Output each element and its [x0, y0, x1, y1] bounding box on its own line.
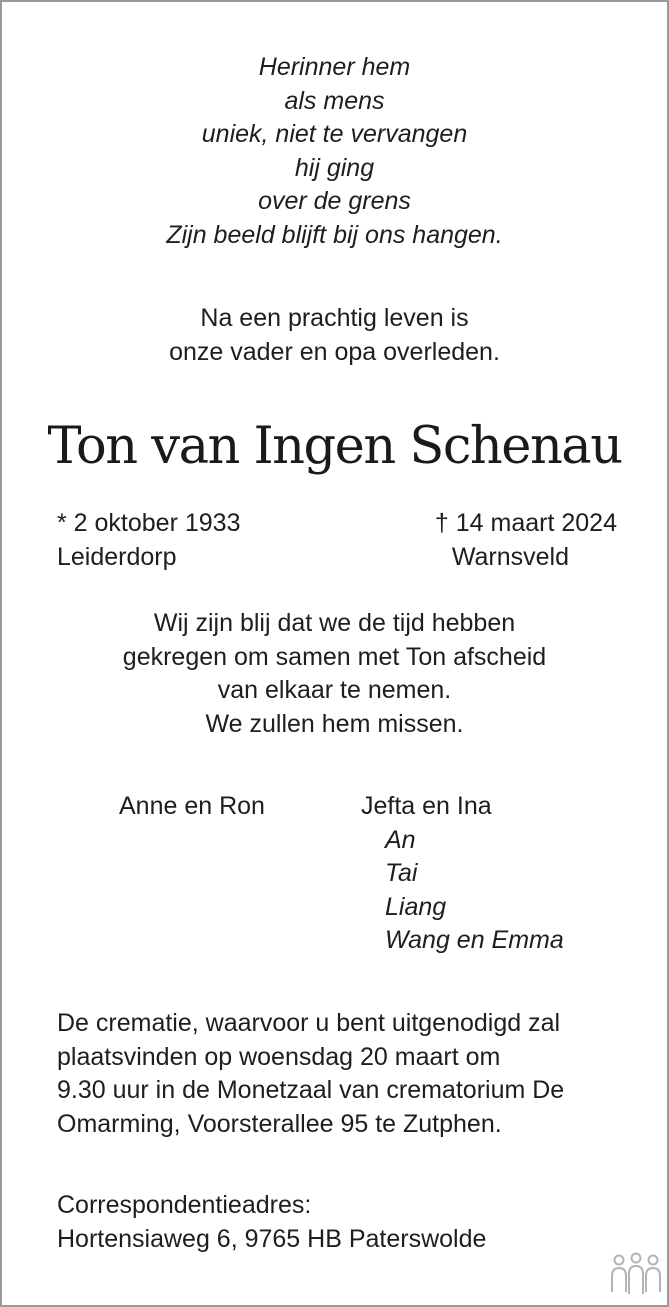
birth-place: Leiderdorp: [57, 542, 177, 571]
poem-line: Herinner hem: [258, 53, 411, 81]
announcement-line: Omarming, Voorsterallee 95 te Zutphen.: [57, 1109, 502, 1138]
grandchild: An: [385, 825, 416, 854]
death-info: [435, 507, 617, 574]
message-line: Wij zijn blij dat we de tijd hebben: [153, 609, 516, 637]
message-line: van elkaar te nemen.: [217, 676, 452, 704]
death-place: Warnsveld: [451, 542, 569, 571]
family-column-2: [361, 790, 564, 958]
address-label: Correspondentieadres:: [57, 1191, 312, 1219]
family-member: Jefta en Ina: [361, 792, 492, 820]
family-column-1: [119, 790, 265, 824]
death-date: † 14 maart 2024: [434, 509, 617, 537]
poem-line: Zijn beeld blijft bij ons hangen.: [166, 220, 503, 249]
poem-line: over de grens: [258, 187, 411, 215]
intro-text: [2, 302, 667, 369]
correspondence-address: [57, 1189, 617, 1256]
message-line: We zullen hem missen.: [205, 709, 464, 738]
poem-line: als mens: [284, 86, 385, 115]
people-group-icon: [610, 1252, 662, 1296]
poem-line: hij ging: [294, 153, 375, 182]
announcement-line: De crematie, waarvoor u bent uitgenodigd zal: [57, 1009, 561, 1037]
cremation-announcement: [57, 1007, 617, 1141]
grandchild: Wang en Emma: [385, 926, 564, 954]
announcement-line: 9.30 uur in de Monetzaal van crematorium De: [57, 1076, 565, 1104]
deceased-name: Ton van Ingen Schenau: [47, 417, 622, 476]
birth-date: * 2 oktober 1933: [57, 509, 241, 537]
family-message: [2, 607, 667, 741]
grandchild: Liang: [385, 892, 447, 921]
announcement-line: plaatsvinden op woensdag 20 maart om: [57, 1042, 501, 1071]
intro-line: onze vader en opa overleden.: [169, 337, 500, 366]
family-member: Anne en Ron: [119, 792, 265, 820]
address-value: Hortensiaweg 6, 9765 HB Paterswolde: [57, 1224, 487, 1253]
poem: [2, 51, 667, 252]
poem-line: uniek, niet te vervangen: [201, 120, 468, 148]
birth-info: [57, 507, 240, 574]
grandchild: Tai: [385, 859, 418, 887]
message-line: gekregen om samen met Ton afscheid: [122, 642, 547, 671]
intro-line: Na een prachtig leven is: [200, 304, 469, 332]
